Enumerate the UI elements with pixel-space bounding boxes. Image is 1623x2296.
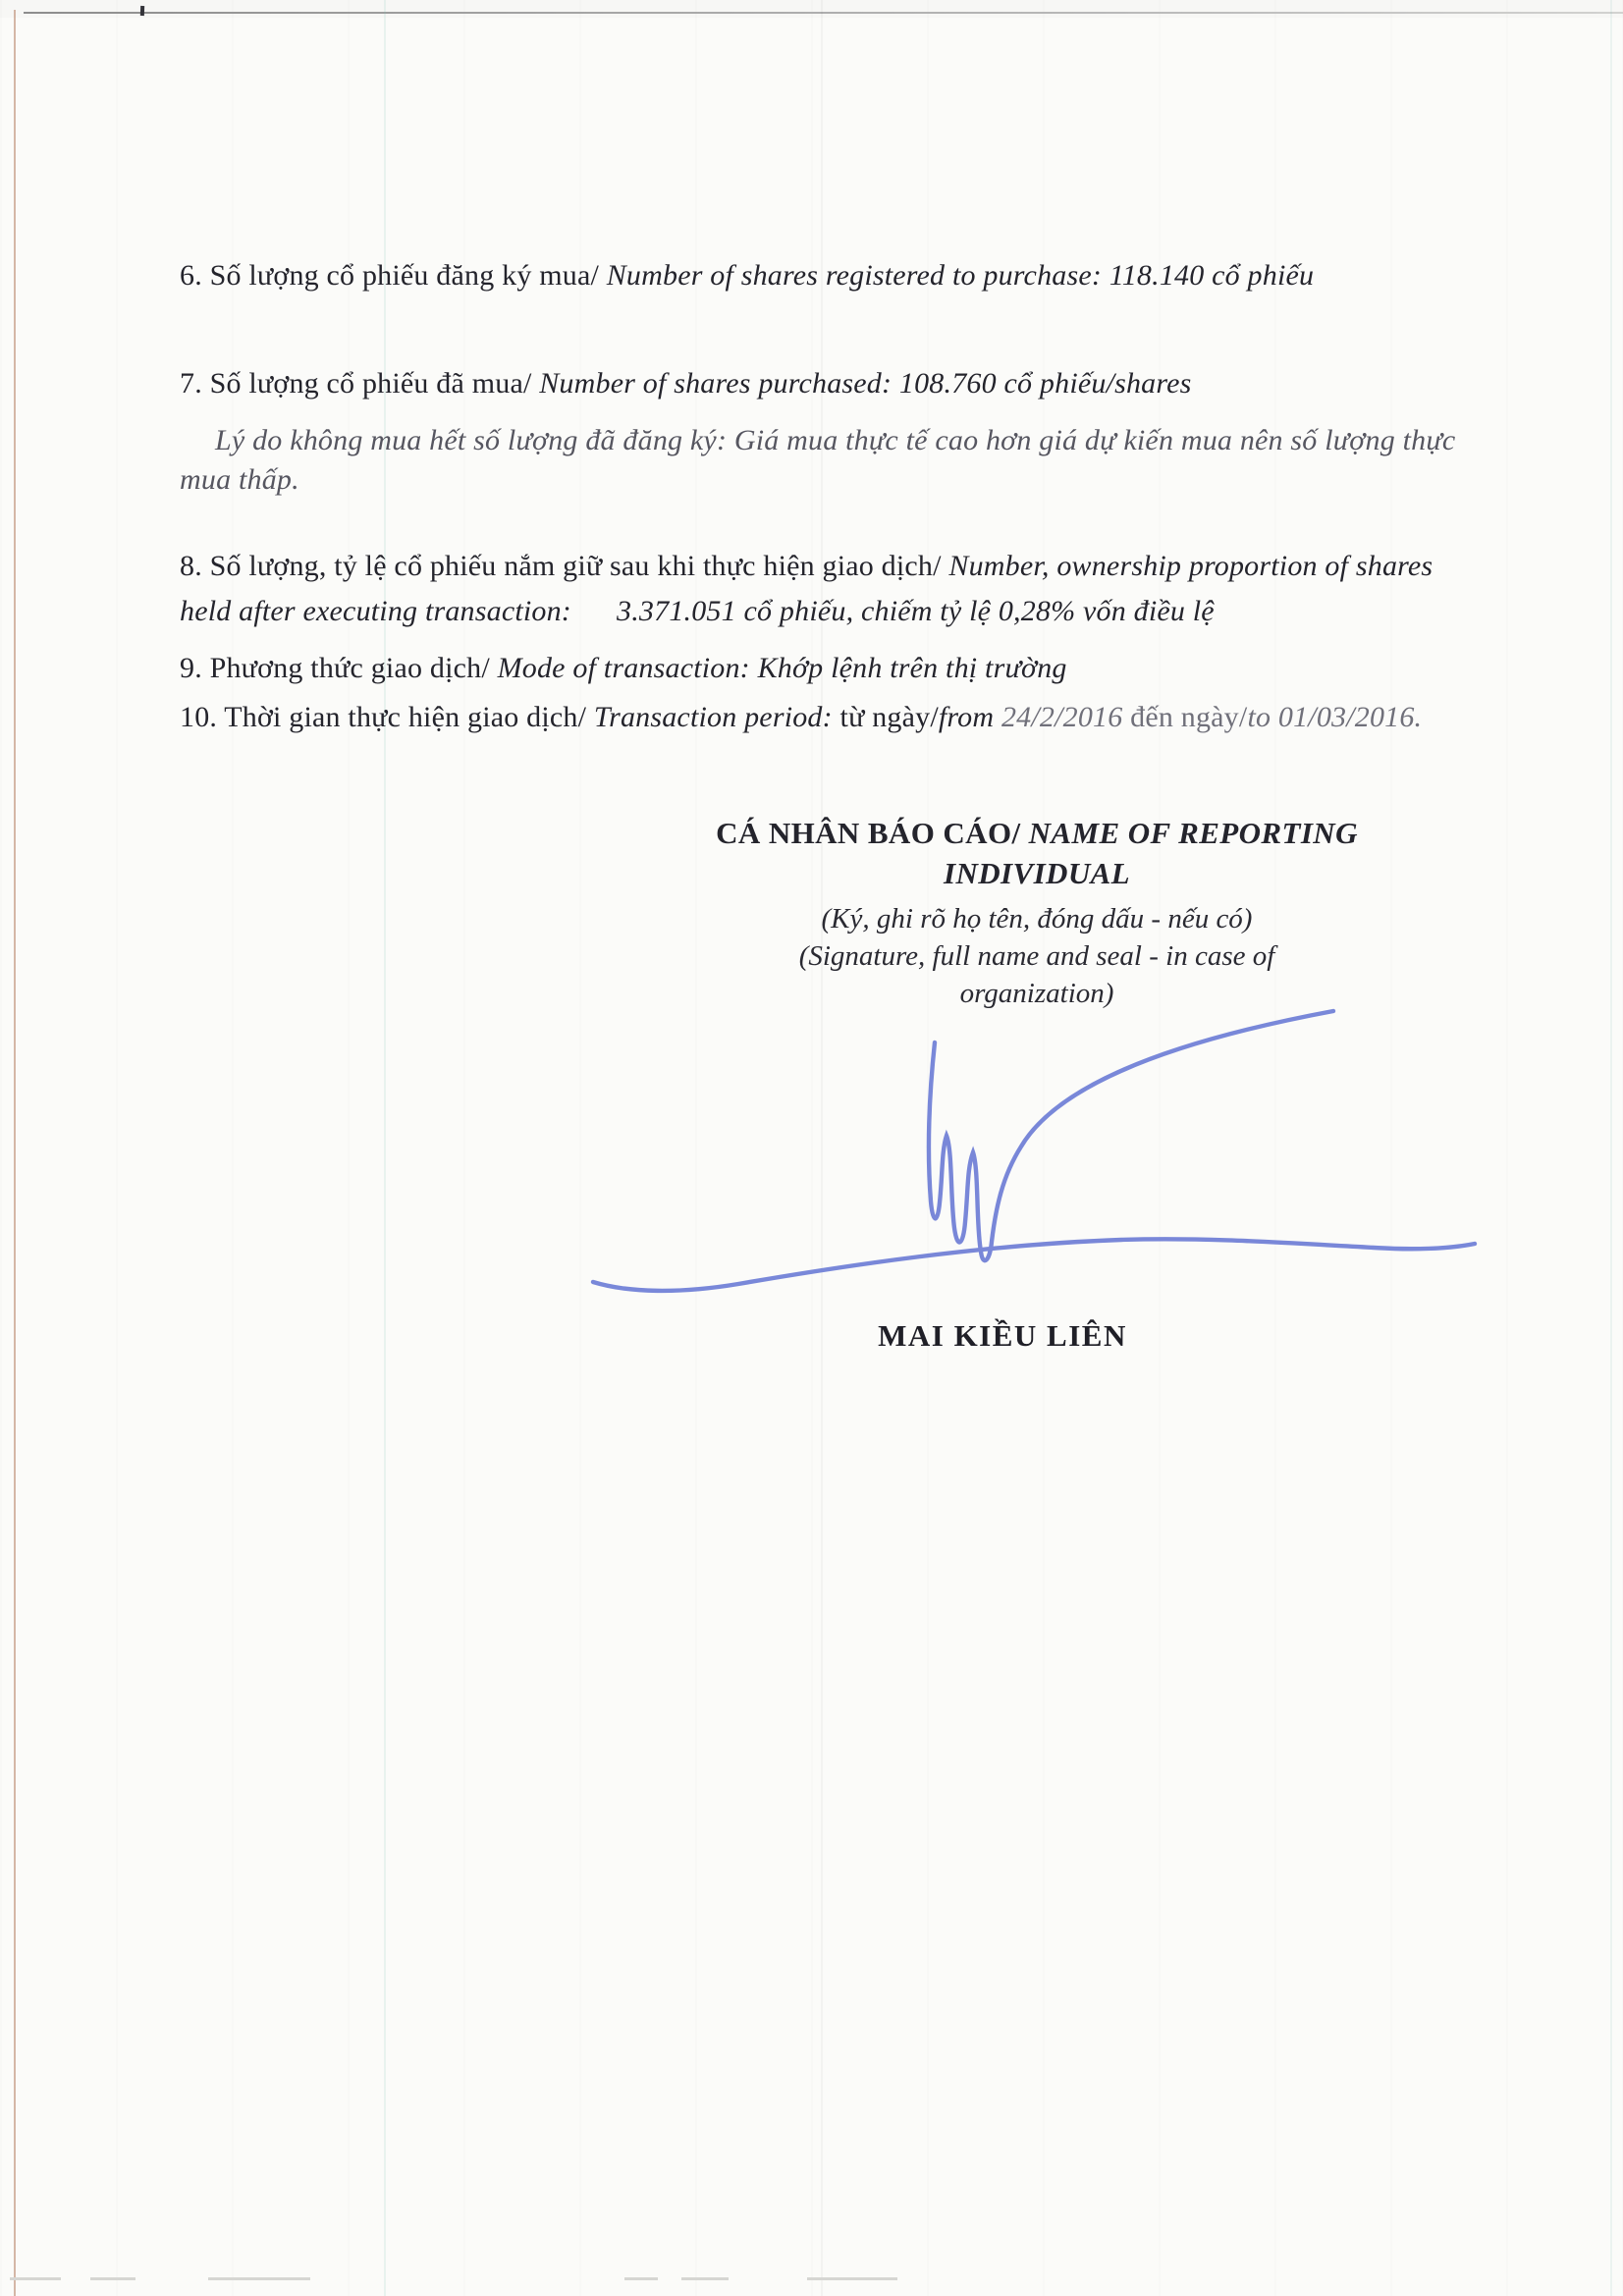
scan-artifact-bottom-dash — [624, 2277, 658, 2280]
item-8-line-1 — [180, 550, 1433, 583]
scan-artifact-streak — [384, 0, 386, 2296]
item-7-reason-line-2: mua thấp. — [180, 463, 299, 496]
scan-artifact-left-rule — [14, 10, 16, 2296]
item-9-line — [180, 652, 1067, 685]
item-10-line — [180, 701, 1422, 734]
signer-name: MAI KIỀU LIÊN — [878, 1318, 1127, 1353]
scan-artifact-streak — [1610, 0, 1612, 2296]
item-6-detail: Number of shares registered to purchase: 118.140 cổ phiếu — [606, 259, 1315, 292]
scan-artifact-bottom-dash — [90, 2277, 135, 2280]
item-10-label: 10. Thời gian thực hiện giao dịch/ — [180, 701, 587, 733]
scan-artifact-tick — [140, 6, 144, 16]
item-10-from-date: 24/2/2016 — [1001, 701, 1123, 733]
signing-heading-line-2: INDIVIDUAL — [943, 856, 1131, 890]
item-8-label: 8. Số lượng, tỷ lệ cổ phiếu nắm giữ sau khi thực hiện giao dịch/ — [180, 550, 942, 582]
signing-heading-vi: CÁ NHÂN BÁO CÁO/ — [716, 816, 1021, 850]
item-10-to-date: 01/03/2016. — [1277, 701, 1423, 733]
item-10-from-label: từ ngày/ — [839, 701, 939, 733]
signing-note-vi: (Ký, ghi rõ họ tên, đóng dấu - nếu có) — [821, 903, 1253, 934]
item-7-label: 7. Số lượng cổ phiếu đã mua/ — [180, 367, 532, 400]
item-8-line2-value: 3.371.051 cổ phiếu, chiếm tỷ lệ 0,28% vốn điều lệ — [617, 595, 1215, 627]
scan-artifact-streak — [821, 0, 823, 2296]
scan-artifact-bottom-dash — [807, 2277, 897, 2280]
item-8-line-2 — [180, 595, 1215, 628]
signing-note-en-line-2: organization) — [959, 978, 1114, 1009]
item-10-to-word: to — [1247, 701, 1271, 733]
item-6-label: 6. Số lượng cổ phiếu đăng ký mua/ — [180, 259, 600, 292]
item-6-line — [180, 259, 1314, 293]
scan-artifact-bottom-dash — [681, 2277, 729, 2280]
item-9-label: 9. Phương thức giao dịch/ — [180, 652, 490, 684]
item-7-reason-line-1: Lý do không mua hết số lượng đã đăng ký: Giá mua thực tế cao hơn giá dự kiến mua nên số lượng thực — [215, 424, 1456, 456]
item-10-to-label: đến ngày/ — [1130, 701, 1248, 733]
item-10-period-label: Transaction period: — [593, 701, 833, 733]
signing-heading-en: NAME OF REPORTING — [1028, 816, 1358, 850]
item-8-detail: Number, ownership proportion of shares — [948, 550, 1434, 582]
item-10-from-word: from — [938, 701, 995, 733]
item-9-detail: Mode of transaction: Khớp lệnh trên thị trường — [497, 652, 1067, 684]
signing-note-en-line-1: (Signature, full name and seal - in case of — [798, 940, 1275, 972]
item-7-line — [180, 367, 1192, 400]
signature-underline — [593, 1239, 1475, 1291]
signing-heading-line-1 — [546, 816, 1528, 851]
signature-stroke — [929, 1011, 1333, 1260]
item-7-detail: Number of shares purchased: 108.760 cổ phiếu/shares — [539, 367, 1192, 400]
scan-artifact-bottom-dash — [208, 2277, 310, 2280]
scan-artifact-bottom-dash — [10, 2277, 61, 2280]
scan-artifact-top-hairline — [24, 12, 1623, 14]
item-8-line2-lead: held after executing transaction: — [180, 595, 572, 627]
